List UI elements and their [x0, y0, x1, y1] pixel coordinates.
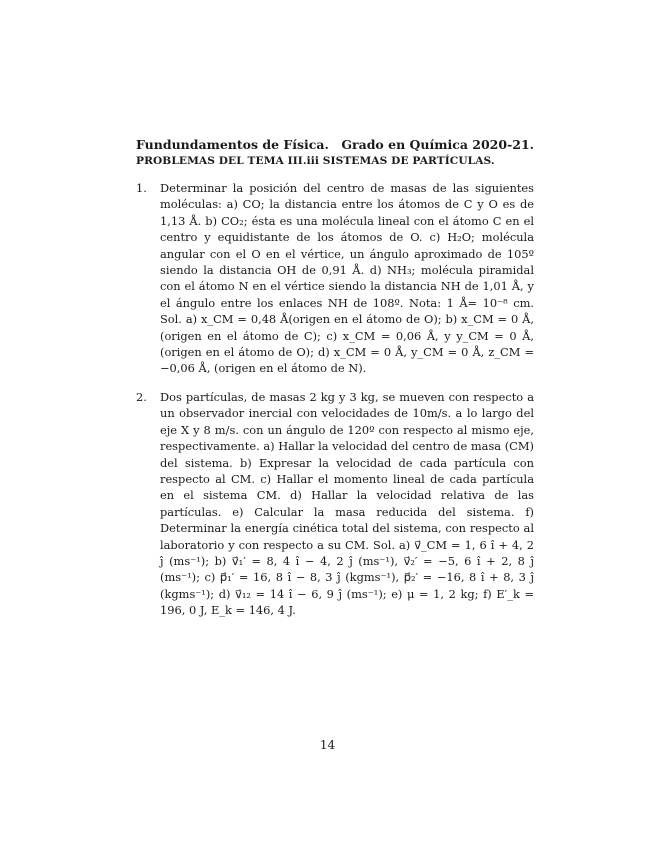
header-row [136, 136, 534, 153]
degree-title: Grado en Química 2020-21. [341, 137, 534, 152]
page-number: 14 [319, 738, 336, 752]
course-title: Fundundamentos de Física. [136, 137, 329, 152]
problem-text: Determinar la posición del centro de masas de las siguientes moléculas: a) CO; la distancia entre los átomos de C y O es de 1,13 Å. b) CO₂; ésta es una molécula lineal con el átomo C en el centro y equidistante de los átomos de O. c) H₂O; molécula angular con el O en el vértice, un ángulo aproximado de 105º siendo la distancia OH de 0,91 Å. d) NH₃; molécula piramidal con el átomo N en el vértice siendo la distancia NH de 1,01 Å, y el ángulo entre los enlaces NH de 108º. Nota: 1 Å= 10⁻⁸ cm. Sol. a) x_CM = 0,48 Å(origen en el átomo de O); b) x_CM = 0 Å, (origen en el átomo de C); c) x_CM = 0,06 Å, y y_CM = 0 Å, (origen en el átomo de O); d) x_CM = 0 Å, y_CM = 0 Å, z_CM = −0,06 Å, (origen en el átomo de N). [160, 181, 534, 376]
problem-number: 2. [136, 389, 147, 404]
page-header [136, 136, 534, 169]
problem-item [136, 389, 534, 619]
problem-list [136, 180, 534, 631]
problem-item [136, 180, 534, 377]
problems-subtitle: PROBLEMAS DEL TEMA III.iii SISTEMAS DE PARTÍCULAS. [136, 155, 495, 167]
problem-text: Dos partículas, de masas 2 kg y 3 kg, se mueven con respecto a un observador inercial con velocidades de 10m/s. a lo largo del eje X y 8 m/s. con un ángulo de 120º con respecto al mismo eje, respectivamente. a) Hallar la velocidad del centro de masa (CM) del sistema. b) Expresar la velocidad de cada partícula con respecto al CM. c) Hallar el momento lineal de cada partícula en el sistema CM. d) Hallar la velocidad relativa de las partículas. e) Calcular la masa reducida del sistema. f) Determinar la energía cinética total del sistema, con respecto al laboratorio y con respecto a su CM. Sol. a) v⃗_CM = 1, 6 î + 4, 2 ĵ (ms⁻¹); b) v⃗₁′ = 8, 4 î − 4, 2 ĵ (ms⁻¹), v⃗₂′ = −5, 6 î + 2, 8 ĵ (ms⁻¹); c) p⃗₁′ = 16, 8 î − 8, 3 ĵ (kgms⁻¹), p⃗₂′ = −16, 8 î + 8, 3 ĵ (kgms⁻¹); d) v⃗₁₂ = 14 î − 6, 9 ĵ (ms⁻¹); e) μ = 1, 2 kg; f) E′_k = 196, 0 J, E_k = 146, 4 J. [160, 389, 534, 618]
problem-number: 1. [136, 181, 147, 195]
